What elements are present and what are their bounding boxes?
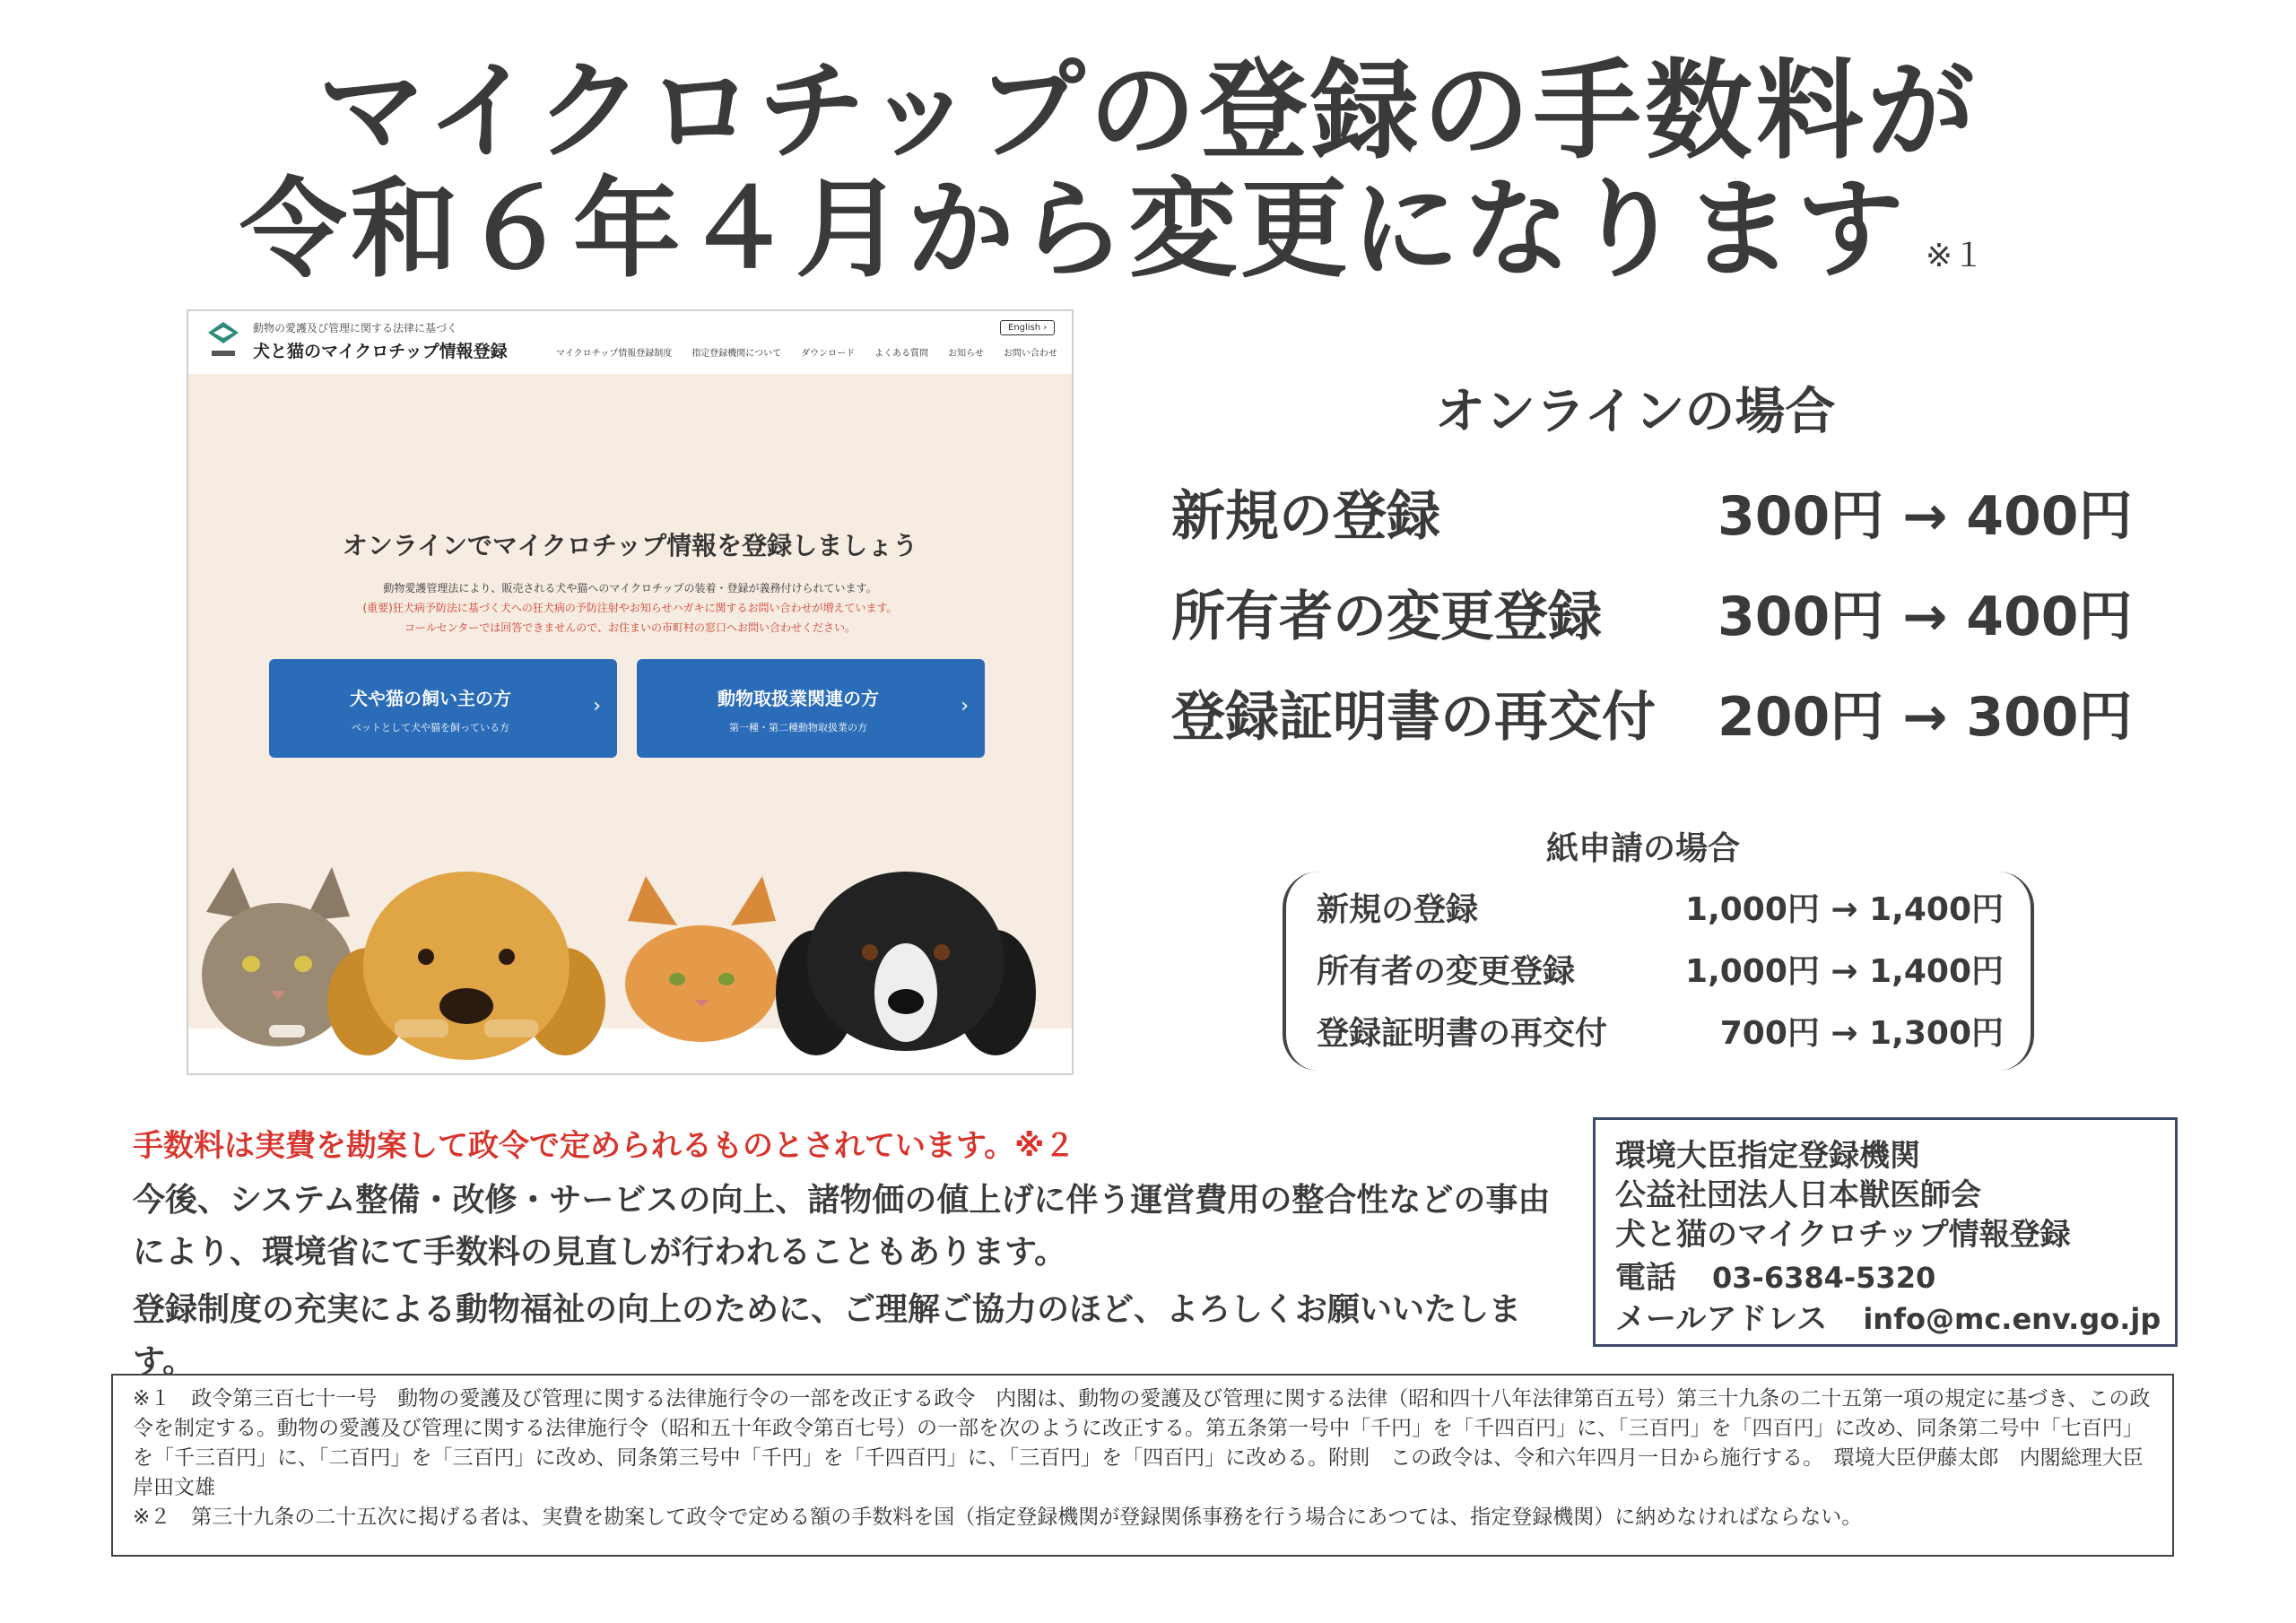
black-dog-illustration xyxy=(776,872,1036,1055)
footnotes-box xyxy=(111,1374,2174,1557)
online-row-label: 新規の登録 xyxy=(1171,485,1440,548)
main-title-line1: マイクロチップの登録の手数料が xyxy=(317,49,1979,174)
contact-box xyxy=(1593,1117,2178,1347)
ministry-logo-icon xyxy=(206,320,240,365)
site-headline: オンラインでマイクロチップ情報を登録しましょう xyxy=(342,531,918,560)
nav-item[interactable]: よくある質問 xyxy=(874,349,929,359)
online-row-value: 200円 → 300円 xyxy=(1718,686,2133,749)
site-header xyxy=(188,311,1072,374)
nav-item[interactable]: お知らせ xyxy=(948,349,984,359)
footnote-1: ※１ 政令第三百七十一号 動物の愛護及び管理に関する法律施行令の一部を改正する政令 内閣は、動物の愛護及び管理に関する法律（昭和四十八年法律第百五号）第三十九条の二十五第一項の規定に基づき、この政令を制定する。動物の愛護及び管理に関する法律施行令（昭和五十年政令第百七号）の一部を次のように改正する。第五条第一号中「千円」を「千四百円」に、「三百円」を「四百円」に改め、同条第二号中「七百円」を「千三百円」に、「二百円」を「三百円」に改め、同条第三号中「千円」を「千四百円」に、「三百円」を「四百円」に改める。附則 この政令は、令和六年四月一日から施行する。 環境大臣伊藤太郎 内閣総理大臣岸田文雄 xyxy=(133,1387,2151,1499)
online-row-value: 300円 → 400円 xyxy=(1718,485,2133,548)
nav-item[interactable]: ダウンロード xyxy=(801,349,856,359)
contact-org-name: 公益社団法人日本獣医師会 xyxy=(1615,1177,1981,1213)
online-heading: オンラインの場合 xyxy=(1435,383,1836,441)
phone-label: 電話 xyxy=(1615,1260,1676,1296)
chevron-right-icon: › xyxy=(593,695,601,717)
nav-item[interactable]: 指定登録機関について xyxy=(691,349,782,359)
site-info-line: 動物愛護管理法により、販売される犬や猫へのマイクロチップの装着・登録が義務付けられています。 xyxy=(383,582,877,595)
nav-item[interactable]: お問い合わせ xyxy=(1003,349,1057,359)
english-button[interactable]: English › xyxy=(1000,320,1055,335)
email-address: info@mc.env.go.jp xyxy=(1863,1302,2161,1336)
owner-button-sub: ペットとして犬や猫を飼っている方 xyxy=(352,722,509,733)
paper-row-value: 700円 → 1,300円 xyxy=(1719,1015,2004,1052)
main-title-line2: 令和６年４月から変更になります ※１ xyxy=(239,168,1986,292)
paper-row-label: 所有者の変更登録 xyxy=(1317,953,1576,990)
phone-number: 03-6384-5320 xyxy=(1712,1261,1936,1295)
site-name: 犬と猫のマイクロチップ情報登録 xyxy=(253,342,508,361)
contact-org-type: 環境大臣指定登録機関 xyxy=(1615,1138,1920,1174)
footnote-2: ※２ 第三十九条の二十五次に掲げる者は、実費を勘案して政令で定める額の手数料を国（指定登録機関が登録関係事務を行う場合にあつては、指定登録機関）に納めなければならない。 xyxy=(133,1506,1863,1529)
paper-row-value: 1,000円 → 1,400円 xyxy=(1685,953,2004,990)
chevron-right-icon: › xyxy=(961,695,969,717)
business-button-label: 動物取扱業関連の方 xyxy=(718,688,879,709)
fee-notice: 手数料は実費を勘案して政令で定められるものとされています。※２ xyxy=(133,1128,1075,1164)
paper-row-value: 1,000円 → 1,400円 xyxy=(1685,891,2004,928)
owner-button-label: 犬や猫の飼い主の方 xyxy=(350,688,511,709)
online-row-label: 所有者の変更登録 xyxy=(1171,586,1602,648)
paper-heading: 紙申請の場合 xyxy=(1546,830,1741,867)
business-button[interactable] xyxy=(637,659,985,758)
site-subtitle: 動物の愛護及び管理に関する法律に基づく xyxy=(253,322,458,334)
nav-item[interactable]: マイクロチップ情報登録制度 xyxy=(556,349,673,359)
paper-row-label: 登録証明書の再交付 xyxy=(1317,1015,1608,1052)
contact-service: 犬と猫のマイクロチップ情報登録 xyxy=(1615,1217,2071,1253)
business-button-sub: 第一種・第二種動物取扱業の方 xyxy=(729,722,867,733)
paper-row-label: 新規の登録 xyxy=(1317,891,1479,928)
pets-illustration xyxy=(188,849,1072,1073)
owner-button[interactable] xyxy=(269,659,617,758)
paragraph-review: 今後、システム整備・改修・サービスの向上、諸物価の値上げに伴う運営費用の整合性などの事由により、環境省にて手数料の見直しが行われることもあります。 xyxy=(133,1182,1551,1271)
contact-email xyxy=(1615,1294,2161,1338)
online-row-label: 登録証明書の再交付 xyxy=(1171,686,1656,749)
contact-phone xyxy=(1615,1253,1935,1297)
site-warning-line: (重要)狂犬病予防法に基づく犬への狂犬病の予防注射やお知らせハガキに関するお問い合わせが増えています。 xyxy=(362,602,898,614)
golden-dog-illustration xyxy=(327,872,605,1060)
orange-cat-illustration xyxy=(625,876,778,1042)
title-footnote-marker: ※１ xyxy=(1925,238,1986,274)
online-row-value: 300円 → 400円 xyxy=(1718,586,2133,648)
website-screenshot xyxy=(187,309,1074,1075)
site-warning-line: コールセンターでは回答できませんので、お住まいの市町村の窓口へお問い合わせください。 xyxy=(404,621,857,634)
paragraph-thanks: 登録制度の充実による動物福祉の向上のために、ご理解ご協力のほど、よろしくお願いいたします。 xyxy=(133,1291,1522,1380)
site-nav xyxy=(556,345,1057,359)
email-label: メールアドレス xyxy=(1615,1301,1828,1337)
